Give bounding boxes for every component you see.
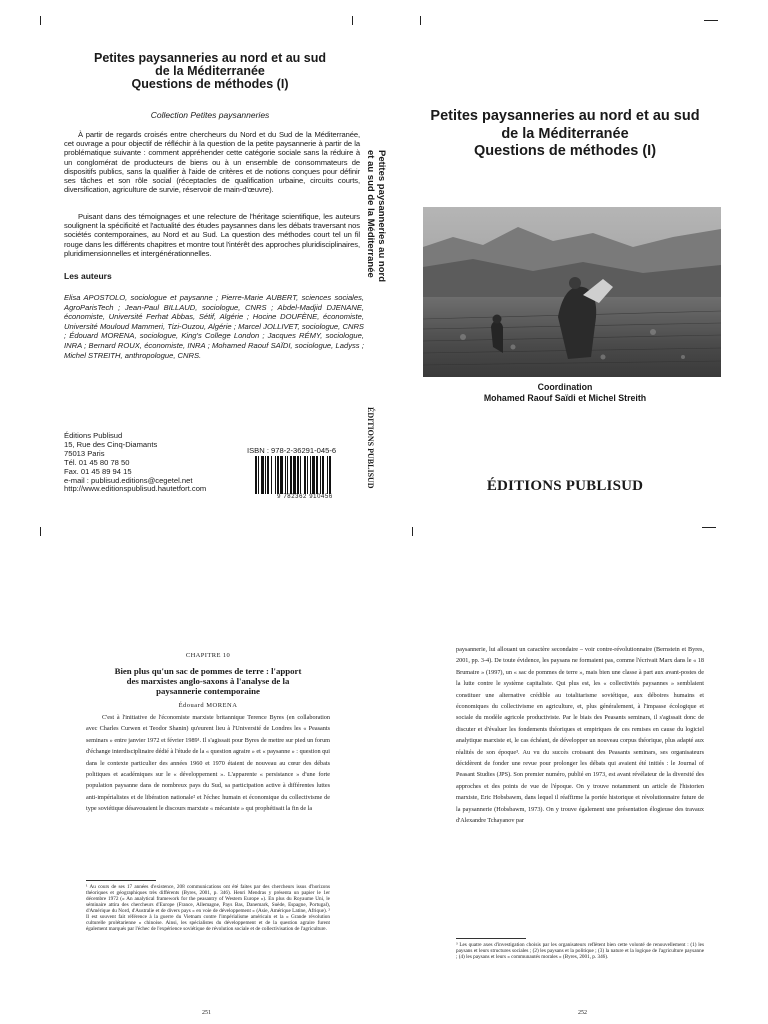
address-line: Fax. 01 45 89 94 15	[64, 466, 132, 476]
coordinators: Mohamed Raouf Saïdi et Michel Streith	[483, 393, 647, 403]
page-number: 252	[578, 1010, 587, 1016]
address-line: http://www.editionspublisud.hautetfort.com	[64, 484, 207, 494]
title-line: de la Méditerranée	[155, 64, 265, 78]
chapter-title-line: paysannerie contemporaine	[156, 686, 260, 696]
chapter-number: CHAPITRE 10	[185, 652, 231, 659]
crop-mark	[420, 16, 421, 25]
chapter-title-line: Bien plus qu'un sac de pommes de terre : l'apport	[114, 666, 302, 676]
footnotes: ³ Les quatre axes d'investigation choisis par les organisateurs reflètent bien cette volonté de renouvellement : (1) les paysans et leurs structures sociales ; (2) les paysans et la politique ; (3) la nature et la logique de l'agriculture paysanne ; (4) les paysans et leurs « communautés morales » (Byres, 2001, p. 346).	[456, 942, 704, 960]
crop-mark	[412, 527, 413, 536]
title-line: Petites paysanneries au nord et au sud	[93, 51, 327, 65]
crop-mark	[702, 527, 716, 528]
barcode-icon	[253, 456, 357, 494]
body-text: C'est à l'initiative de l'économiste marxiste britannique Terence Byres (en collaboration avec Charles Curwen et Teodor Shanin) qu'eurent lieu à l'Université de Londres les « Peasants seminars » entre janvier 1972 et février 1989¹. Il s'agissait pour Byres de mettre sur pied un forum d'échange interdisciplinaire dédié à l'étude de la « question agraire » et « paysanne » : question qui dans le contexte particulier des années 1960 et 1970 étaient de nouveau au cœur des débats politiques et académiques sur le « développement ». L'apparente « persistance » d'une forte population paysanne dans de nombreux pays du Sud, sa participation active à différentes luttes anti-impérialistes et de libération nationale² et l'échec humain et économique du collectivisme de type soviétique désavouaient le discours marxiste « mécaniste » qui prophétisait la fin de la	[86, 714, 330, 813]
spine-title	[365, 150, 386, 282]
title-line: Petites paysanneries au nord et au sud	[430, 108, 700, 124]
address-line: Tél. 01 45 80 78 50	[64, 457, 130, 467]
title-line: Questions de méthodes (I)	[473, 143, 657, 159]
body-text: paysannerie, lui allouant un caractère secondaire – voir contre-révolutionnaire (Bernstein et Byres, 2001, pp. 3-4). De toute évidence, les paysans ne formaient pas, comme l'écrivait Marx dans le « 18 Brumaire » (1997), un « sac de pommes de terre », mais bien une classe à part aux avant-postes de la lutte contre le système capitaliste. Qui plus est, les « collectivités paysannes » semblaient constituer une alternative crédible au totalitarisme soviétique, aux déboires humains et économiques du collectivisme en agriculture, et, plus généralement, à l'impasse écologique et sociale du modèle agricole productiviste. Par le biais des Peasants seminars, il s'agissait donc de discuter et d'évaluer les fondements théoriques et empiriques de ces remises en cause du logiciel analytique marxiste et, le cas échéant, de développer un nouveau corpus théorique, plus adapté aux réalités de son époque³. Au vu du succès croissant des Peasants seminars, ses organisateurs décidèrent de fonder une revue pour prolonger les débats qui avaient été initiés : le Journal of Peasant Studies (JPS). Son premier numéro, publié en 1973, est avant révélateur de la diversité des approches et des points de vue de l'époque. On y trouve notamment un article de l'historien marxiste, Eric Hobsbawm, dans lequel il réaffirme la portée historique et révolutionnaire future de la paysannerie (Hobsbawm, 1973). On y trouve également une présentation élogieuse des travaux d'Alexandre Tchayanov par	[456, 646, 704, 825]
back-cover-title	[60, 52, 360, 91]
cover-photo	[423, 207, 721, 377]
address-line: 15, Rue des Cinq-Diamants	[64, 439, 158, 449]
summary-paragraph-2: Puisant dans des témoignages et une relecture de l'héritage scientifique, les auteurs soulignent la spécificité et l'actualité des études paysannes dans les débats traversant nos sociétés contemporaines, au Nord et au Sud. La question des méthodes court tel un fil rouge dans les différents chapitres et montre tout l'intérêt des approches pluridisciplinaires, pluridimensionnelles et intergénérationnelles.	[64, 212, 360, 258]
address-line: e-mail : publisud.editions@cegetel.net	[64, 475, 193, 485]
collection-name: Collection Petites paysanneries	[150, 110, 270, 120]
coordination	[395, 382, 735, 404]
spine-title-line: et au sud de la Méditerranée	[365, 150, 377, 278]
front-cover-title	[395, 108, 735, 161]
chapter-title	[60, 666, 356, 696]
crop-mark	[352, 16, 353, 25]
publisher-address	[64, 432, 206, 494]
chapter-author: Édouard MORENA	[178, 702, 238, 709]
chapter-title-line: des marxistes anglo-saxons à l'analyse de la	[126, 676, 290, 686]
crop-mark	[40, 16, 41, 25]
authors-list: Elisa APOSTOLO, sociologue et paysanne ; Pierre-Marie AUBERT, sciences sociales, AgroParisTech ; Jean-Paul BILLAUD, sociologue, CNRS ; Abdel-Madjid DJENANE, économiste, Université Ferhat Abbas, Sétif, Algérie ; Hocine DOUFÈNE, économiste, Université Mouloud Mammeri, Tizi-Ouzou, Algérie ; Marcel JOLLIVET, sociologue, CNRS ; Édouard MORENA, sociologue, King's College London ; Jacques RÉMY, sociologue, INRA ; Bernard ROUX, économiste, INRA ; Mohamed Raouf SAÏDI, sociologue, Ladyss ; Michel STREITH, anthropologue, CNRS.	[64, 293, 364, 360]
page-number: 251	[202, 1010, 211, 1016]
address-line: 75013 Paris	[64, 448, 105, 458]
footnotes: ¹ Au cours de ses 17 années d'existence, 208 communications ont été faites par des chercheurs issus d'horizons théoriques et géographiques très différents (Byres, 2001, p. 346). Henri Mendras y présenta un papier le 1er décembre 1972 (« An analytical framework for the peasantry of Western Europe »). En plus du Royaume Uni, le séminaire attira des chercheurs d'Europe (France, Allemagne, Pays Bas, Danemark, Suède, Espagne, Portugal), d'Amérique du Nord, d'Australie et de divers pays « en voie de développement » (Asie, Amérique Latine, Afrique). ² Il est souvent fait référence à la guerre du Vietnam contre l'impérialisme américain et la « Grande révolution culturelle prolétarienne » chinoise. Ainsi, les spécialistes du développement et de la question agraire furent également marqués par l'échec de l'expérience soviétique de révolution sociale et de collectivisation de l'agriculture.	[86, 884, 330, 932]
spine-title-line: Petites paysanneries au nord	[376, 150, 387, 282]
summary-paragraph-1: À partir de regards croisés entre chercheurs du Nord et du Sud de la Méditerranée, cet ouvrage a pour objectif de réfléchir à la question de la petite paysannerie à partir de la problématique suivante : comment appréhender cette catégorie sociale sans la réduire à un conglomérat de producteurs de biens ou à un ensemble de consommateurs de dispositifs publics, sans la qualifier à l'aide de critères et de notions conçues pour définir ses tâches et son rôle social (réceptacles de qualification urbaine, circuits courts, diversification, agriculture de survie, réservoir de main-d'œuvre).	[64, 130, 360, 195]
front-publisher: ÉDITIONS PUBLISUD	[486, 478, 644, 494]
title-line: Questions de méthodes (I)	[131, 77, 289, 91]
footnote-rule	[456, 938, 526, 939]
coordination-label: Coordination	[537, 382, 593, 392]
crop-mark	[704, 20, 718, 21]
barcode-digits: 9 782362 910456	[277, 494, 333, 500]
authors-heading: Les auteurs	[64, 271, 112, 281]
address-line: Éditions Publisud	[64, 431, 123, 440]
footnote-rule	[86, 880, 156, 881]
crop-mark	[40, 527, 41, 536]
spine-publisher: ÉDITIONS PUBLISUD	[366, 407, 375, 489]
isbn: ISBN : 978-2-36291-045-6	[247, 446, 337, 455]
title-line: de la Méditerranée	[501, 125, 629, 142]
